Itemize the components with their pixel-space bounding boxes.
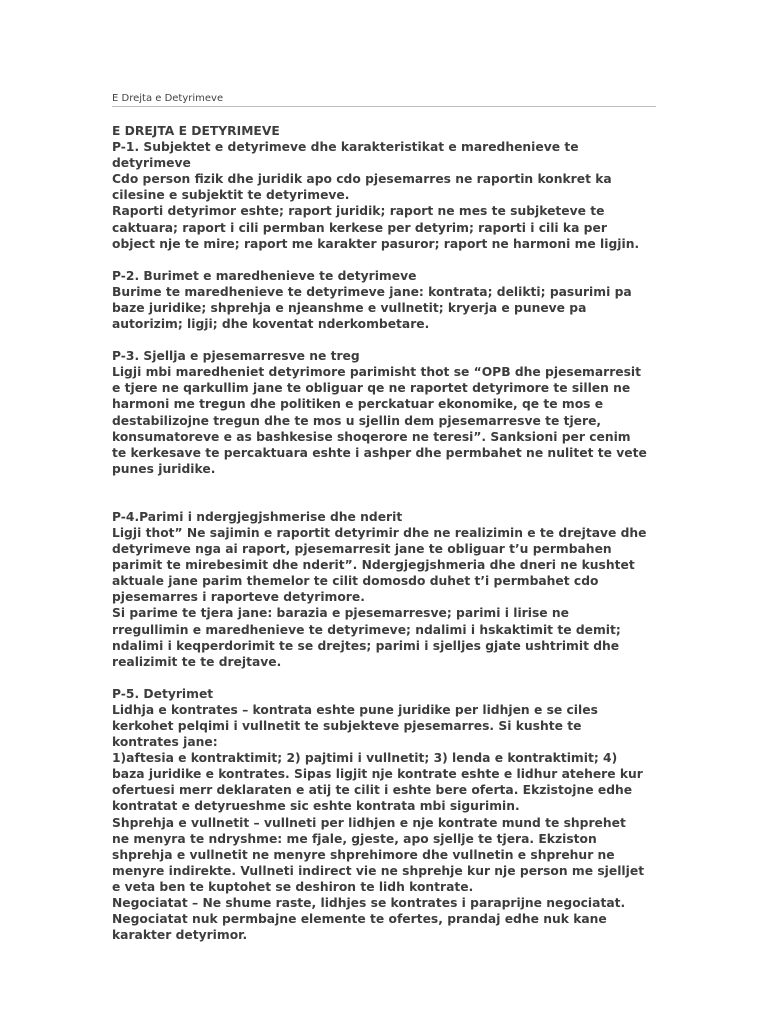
text-line: Negociatat nuk permbajne elemente te ofertes, prandaj edhe nuk kane <box>112 912 607 927</box>
text-line: cilesine e subjektit te detyrimeve. <box>112 188 350 203</box>
text-line: Negociatat – Ne shume raste, lidhjes se kontrates i paraprijne negociatat. <box>112 896 626 911</box>
paragraph-p4 <box>112 509 657 670</box>
text-line: baza juridike e kontrates. Sipas ligjit nje kontrate eshte e lidhur atehere kur <box>112 767 643 782</box>
text-line: te kerkesave te percaktuara eshte i ashper dhe permbahet ne nulitet te vete <box>112 445 647 460</box>
paragraph-p2 <box>112 268 657 332</box>
text-line: parimit te mirebesimit dhe nderit”. Ndergjegjshmeria dhe dneri ne kushtet <box>112 558 635 573</box>
text-line: detyrimeve <box>112 156 191 171</box>
text-line: e veta ben te kuptohet se deshiron te lidh kontrate. <box>112 879 474 894</box>
text-line: ofertuesi merr deklaraten e atij te cilit i eshte bere oferta. Ekzistojne edhe <box>112 783 633 798</box>
text-line: shprehja e vullnetit ne menyre shprehimore dhe vullnetin e shprehur ne <box>112 847 615 862</box>
document-body <box>112 123 657 959</box>
text-line: kerkohet pelqimi i vullnetit te subjekteve pjesemarres. Si kushte te <box>112 719 582 733</box>
text-line: destabilizojne tregun dhe te mos u sjellin dem pjesemarresve te tjere, <box>112 413 602 428</box>
section-heading: P-5. Detyrimet <box>112 686 214 701</box>
text-line: pjesemarres i raporteve detyrimore. <box>112 590 365 605</box>
text-line: punes juridike. <box>112 461 216 476</box>
text-line: realizimit te te drejtave. <box>112 654 282 669</box>
section-heading: P-1. Subjektet e detyrimeve dhe karakteristikat e maredhenieve te <box>112 140 579 155</box>
text-line: kontrates jane: <box>112 735 218 750</box>
paragraph-p3 <box>112 348 657 477</box>
text-line: Si parime te tjera jane: barazia e pjesemarresve; parimi i lirise ne <box>112 606 569 621</box>
text-line: detyrimeve nga ai raport, pjesemarresit jane te obliguar t’u permbahen <box>112 542 612 557</box>
text-line: harmoni me tregun dhe politiken e perckatuar ekonomike, qe te mos e <box>112 397 604 412</box>
text-line: Cdo person fizik dhe juridik apo cdo pjesemarres ne raportin konkret ka <box>112 172 612 187</box>
text-line: Raporti detyrimor eshte; raport juridik; raport ne mes te subjketeve te <box>112 204 605 219</box>
header-divider <box>112 106 656 107</box>
text-line: menyre indirekte. Vullneti indirect vie ne shprehje kur nje person me sjelljet <box>112 863 645 878</box>
text-line: ndalimi i keqperdorimit te se drejtes; parimi i sjelljes gjate ushtrimit dhe <box>112 638 620 653</box>
section-heading: P-4.Parimi i ndergjegjshmerise dhe nderit <box>112 509 403 524</box>
text-line: karakter detyrimor. <box>112 928 248 943</box>
text-line: Shprehja e vullnetit – vullneti per lidhjen e nje kontrate mund te shprehet <box>112 815 626 830</box>
text-line: ne menyra te ndryshme: me fjale, gjeste, apo sjellje te tjera. Ekziston <box>112 831 597 846</box>
text-line: konsumatoreve e as bashkesise shoqerore ne teresi”. Sanksioni per cenim <box>112 429 631 444</box>
text-line: autorizim; ligji; dhe koventat nderkombetare. <box>112 317 430 332</box>
section-heading: P-2. Burimet e maredhenieve te detyrimeve <box>112 268 417 283</box>
paragraph-p1 <box>112 123 657 252</box>
text-line: Ligji thot” Ne sajimin e raportit detyrimir dhe ne realizimin e te drejtave dhe <box>112 525 647 540</box>
text-line: aktuale jane parim themelor te cilit domosdo duhet t’i permbahet cdo <box>112 574 599 589</box>
text-line: 1)aftesia e kontraktimit; 2) pajtimi i vullnetit; 3) lenda e kontraktimit; 4) <box>112 751 618 766</box>
paragraph-p5 <box>112 686 657 944</box>
document-heading: E DREJTA E DETYRIMEVE <box>112 124 280 138</box>
text-line: kontratat e detyrueshme sic eshte kontrata mbi sigurimin. <box>112 799 520 814</box>
text-line: caktuara; raport i cili permban kerkese per detyrim; raporti i cili ka per <box>112 220 607 235</box>
text-line: rregullimin e maredhenieve te detyrimeve; ndalimi i hskaktimit te demit; <box>112 622 621 637</box>
document-header-title: E Drejta e Detyrimeve <box>112 93 224 104</box>
text-line: object nje te mire; raport me karakter pasuror; raport ne harmoni me ligjin. <box>112 236 640 251</box>
text-line: baze juridike; shprehja e njeanshme e vullnetit; kryerja e puneve pa <box>112 300 587 315</box>
text-line: Burime te maredhenieve te detyrimeve jane: kontrata; delikti; pasurimi pa <box>112 284 632 299</box>
text-line: e tjere ne qarkullim jane te obliguar qe ne raportet detyrimore te sillen ne <box>112 381 631 396</box>
text-line: Lidhja e kontrates – kontrata eshte pune juridike per lidhjen e se ciles <box>112 702 598 717</box>
text-line: Ligji mbi maredheniet detyrimore parimisht thot se “OPB dhe pjesemarresit <box>112 365 642 380</box>
section-heading: P-3. Sjellja e pjesemarresve ne treg <box>112 349 360 364</box>
